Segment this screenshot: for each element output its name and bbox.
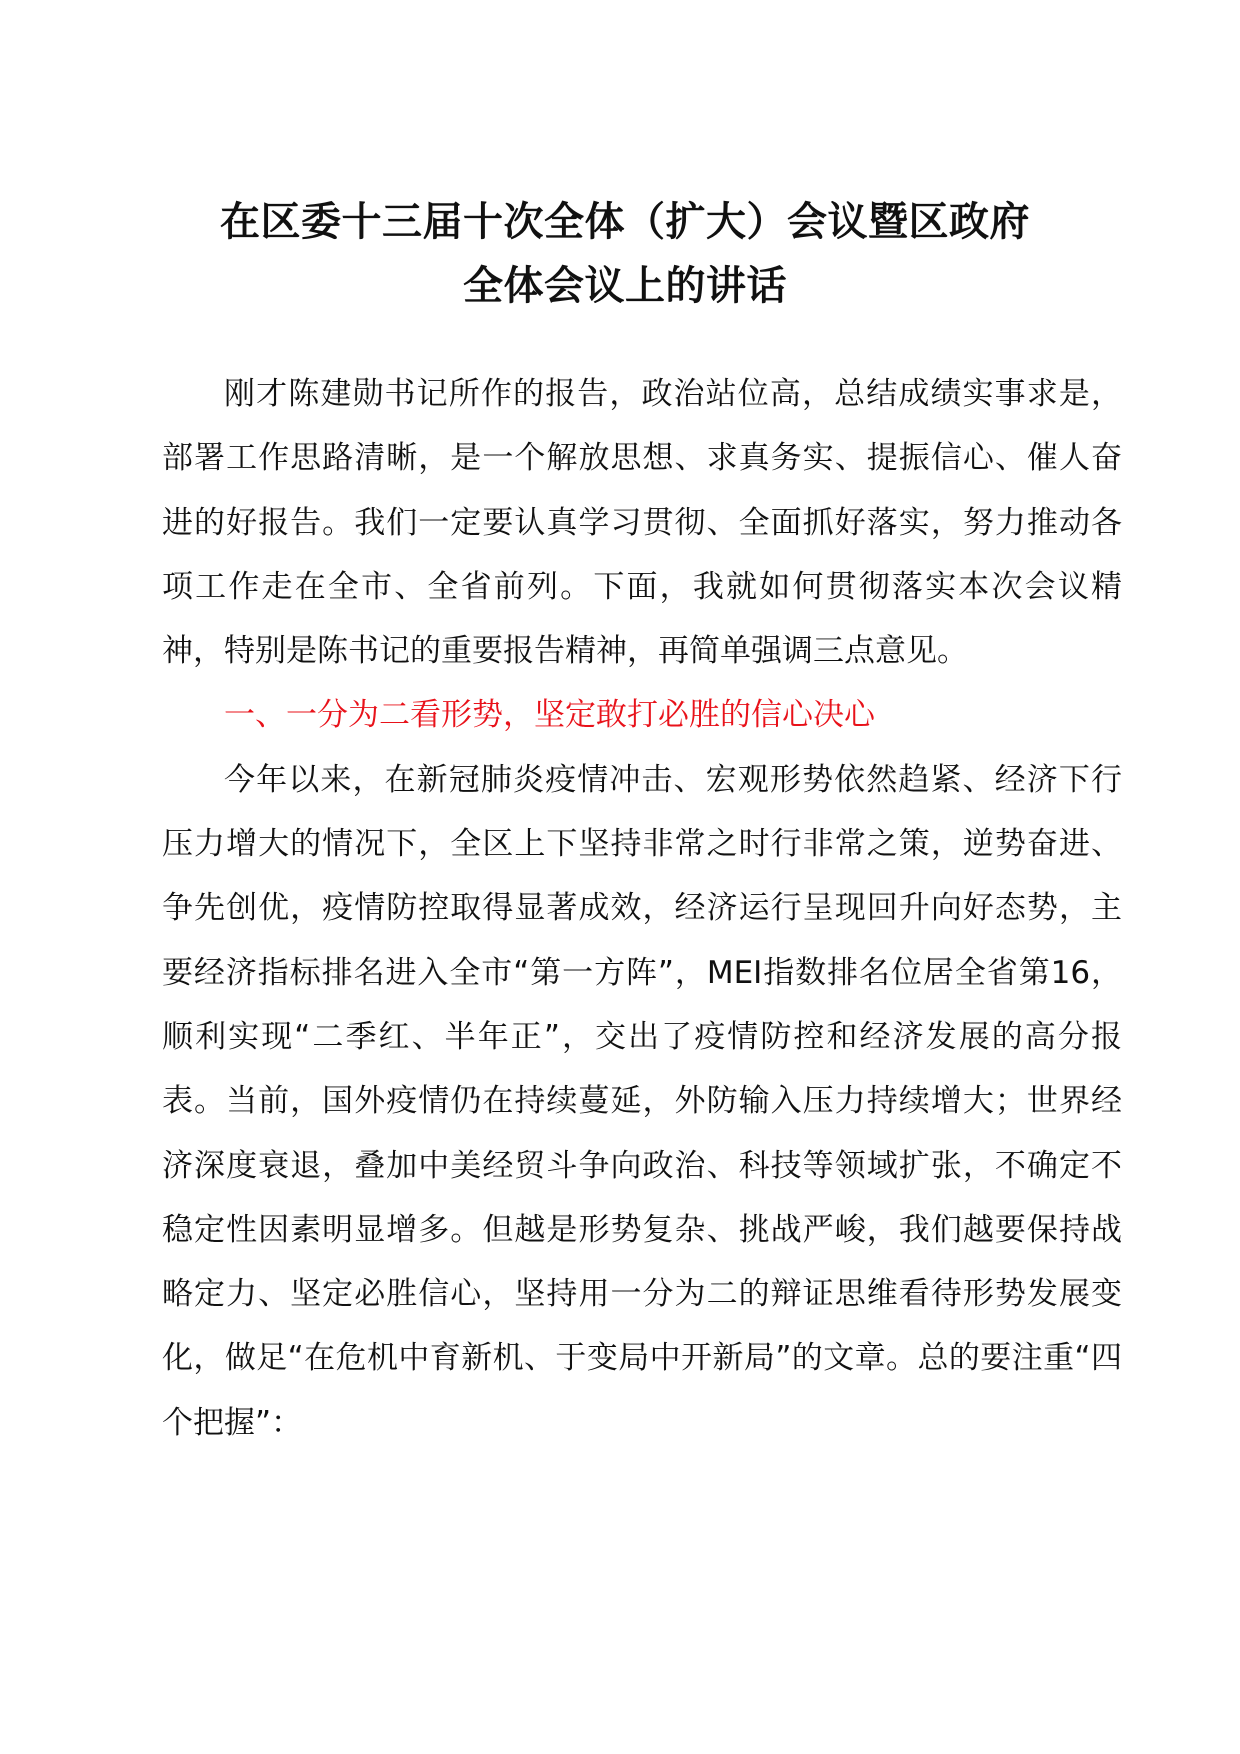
section-heading-1: 一、一分为二看形势，坚定敢打必胜的信心决心 <box>224 697 875 734</box>
section-1-paragraph: 今年以来，在新冠肺炎疫情冲击、宏观形势依然趋紧、经济下行压力增大的情况下，全区上下坚持非常之时行非常之策，逆势奋进、争先创优，疫情防控取得显著成效，经济运行呈现回升向好态势，主要经济指标排名进入全市“第一方阵”，MEI指数排名位居全省第16，顺利实现“二季红、半年正”，交出了疫情防控和经济发展的高分报表。当前，国外疫情仍在持续蔓延，外防输入压力持续增大；世界经济深度衰退，叠加中美经贸斗争向政治、科技等领域扩张，不确定不稳定性因素明显增多。但越是形势复杂、挑战严峻，我们越要保持战略定力、坚定必胜信心，坚持用一分为二的辩证思维看待形势发展变化，做足“在危机中育新机、于变局中开新局”的文章。总的要注重“四个把握”： <box>162 761 1122 1441</box>
title-line-2: 全体会议上的讲话 <box>463 263 787 309</box>
intro-paragraph: 刚才陈建勋书记所作的报告，政治站位高，总结成绩实事求是，部署工作思路清晰，是一个解放思想、求真务实、提振信心、催人奋进的好报告。我们一定要认真学习贯彻、全面抓好落实，努力推动各项工作走在全市、全省前列。下面，我就如何贯彻落实本次会议精神，特别是陈书记的重要报告精神，再简单强调三点意见。 <box>162 376 1122 670</box>
document-body <box>162 362 1122 1455</box>
document-title <box>160 190 1090 318</box>
title-line-1: 在区委十三届十次全体（扩大）会议暨区政府 <box>220 199 1030 245</box>
